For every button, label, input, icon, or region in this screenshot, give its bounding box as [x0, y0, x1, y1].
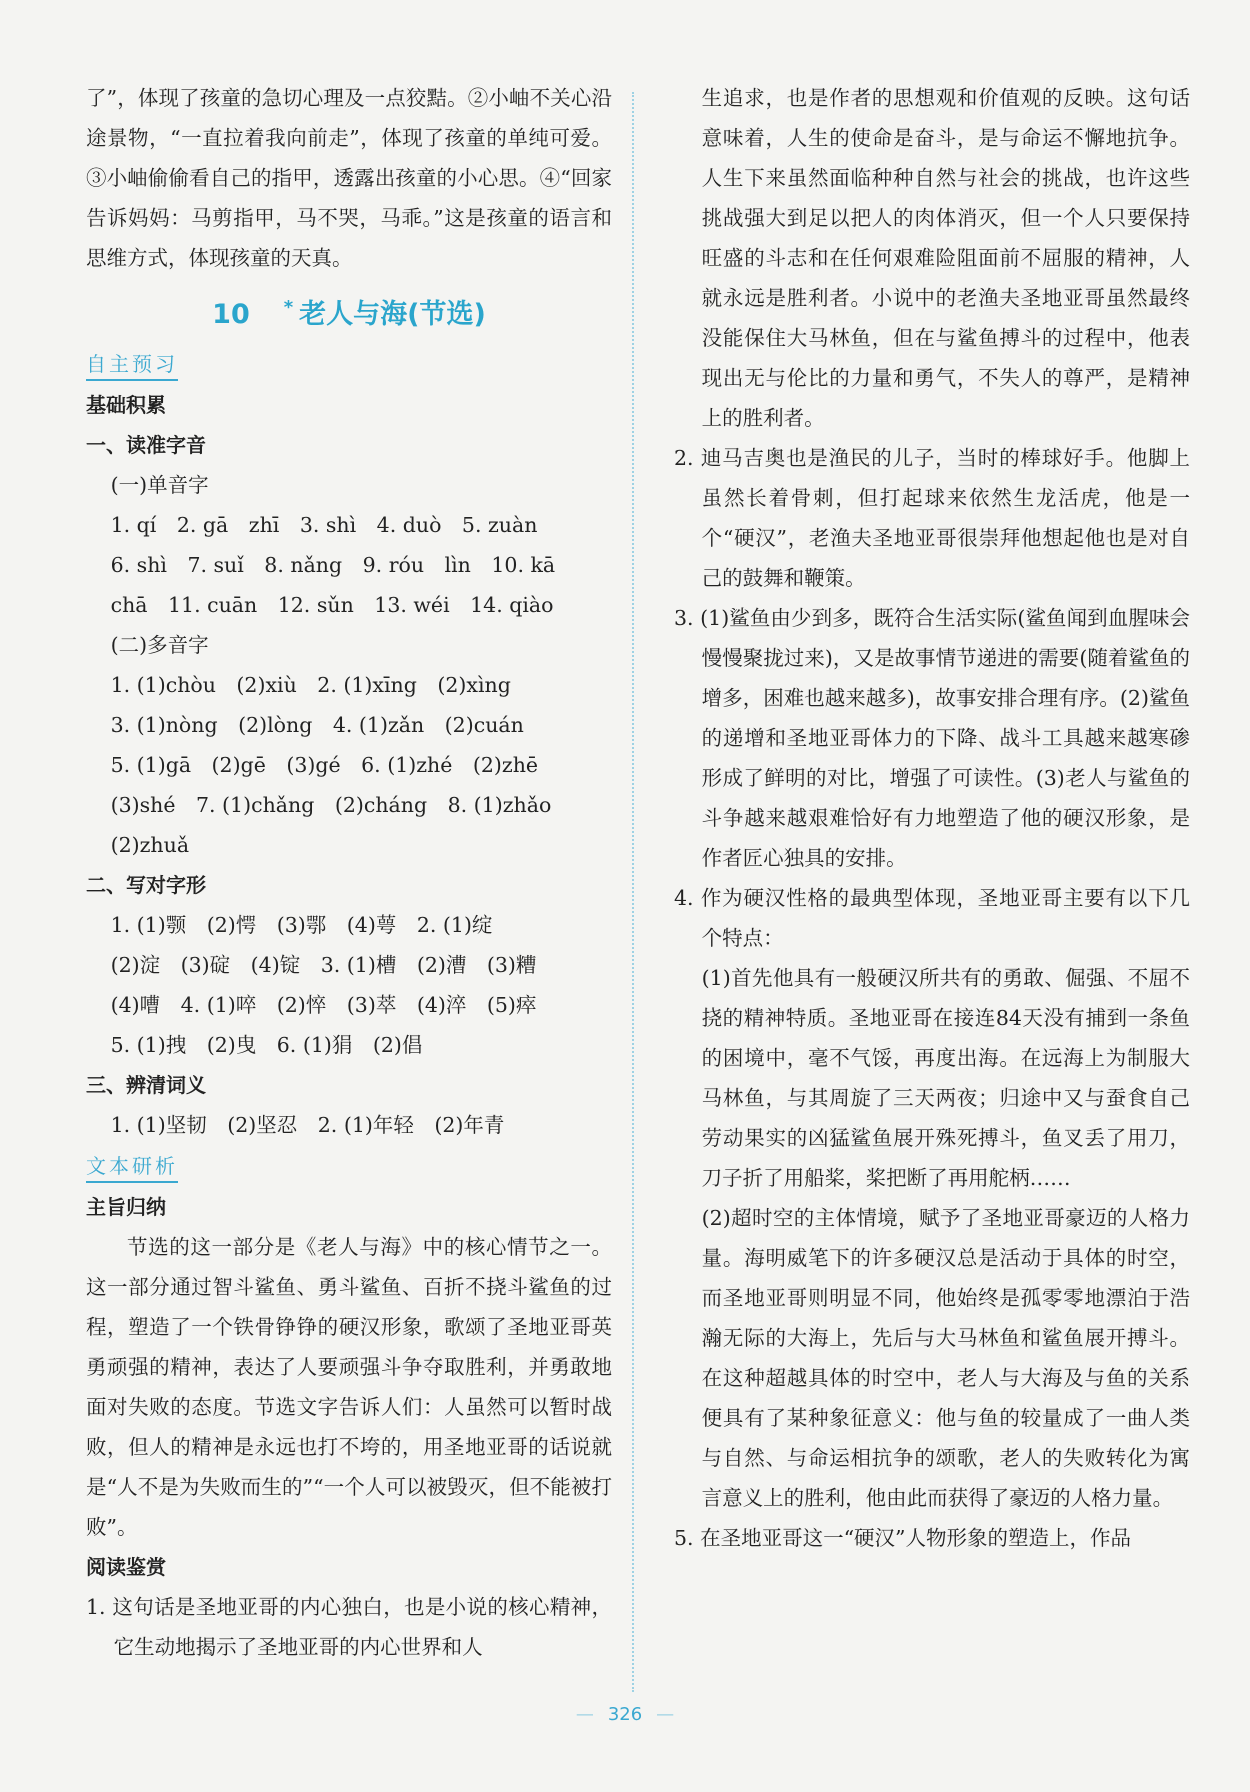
reading-answer-5: 5. 在圣地亚哥这一“硬汉”人物形象的塑造上，作品	[674, 1526, 1132, 1550]
page-number-value: 326	[607, 1704, 643, 1725]
reading-answer-1-continued: 生追求，也是作者的思想观和价值观的反映。这句话意味着，人生的使命是奋斗，是与命运不懈地抗争。人生下来虽然面临种种自然与社会的挑战，也许这些挑战强大到足以把人的肉体消灭，但一个人只要保持旺盛的斗志和在任何艰难险阻面前不屈服的精神，人就永远是胜利者。小说中的老渔夫圣地亚哥虽然最终没能保住大马林鱼，但在与鲨鱼搏斗的过程中，他表现出无与伦比的力量和勇气，不失人的尊严，是精神上的胜利者。	[701, 86, 1190, 430]
intro-paragraph: 了”，体现了孩童的急切心理及一点狡黠。②小岫不关心沿途景物，“一直拉着我向前走”，体现了孩童的单纯可爱。③小岫偷偷看自己的指甲，透露出孩童的小心思。④“回家告诉妈妈：马剪指甲，马不哭，马乖。”这是孩童的语言和思维方式，体现孩童的天真。	[86, 86, 612, 270]
page-number	[0, 1704, 1250, 1725]
section-tag-analysis: 文本研析	[86, 1151, 178, 1183]
lesson-title-text: 老人与海(节选)	[299, 299, 486, 330]
answer-row: (4)嘈 4. (1)啐 (2)悴 (3)萃 (4)淬 (5)瘁	[110, 993, 537, 1017]
right-column	[674, 78, 1190, 1558]
answer-row: 3. (1)nòng (2)lòng 4. (1)zǎn (2)cuán	[110, 713, 524, 737]
left-column	[86, 78, 612, 1667]
lesson-star-mark: *	[283, 297, 294, 318]
answer-row: 1. (1)颚 (2)愕 (3)鄂 (4)萼 2. (1)绽	[110, 913, 493, 937]
reading-answer-3: 3. (1)鲨鱼由少到多，既符合生活实际(鲨鱼闻到血腥味会慢慢聚拢过来)，又是故事情节递进的需要(随着鲨鱼的增多，困难也越来越多)，故事安排合理有序。(2)鲨鱼的递增和圣地亚哥体力的下降、战斗工具越来越寒碜形成了鲜明的对比，增强了可读性。(3)老人与鲨鱼的斗争越来越艰难恰好有力地塑造了他的硬汉形象，是作者匠心独具的安排。	[674, 606, 1190, 870]
answer-row: (2)zhuǎ	[110, 833, 190, 857]
heading-meaning: 三、辨清词义	[86, 1073, 206, 1097]
subheading-basics: 基础积累	[86, 393, 166, 417]
subheading-reading: 阅读鉴赏	[86, 1555, 166, 1579]
answer-row: (3)shé 7. (1)chǎng (2)cháng 8. (1)zhǎo	[110, 793, 552, 817]
answer-row: chā 11. cuān 12. sǔn 13. wéi 14. qiào	[110, 593, 554, 617]
answer-row: 5. (1)拽 (2)曳 6. (1)狷 (2)倡	[110, 1033, 423, 1057]
answer-row: 6. shì 7. suǐ 8. nǎng 9. róu lìn 10. kā	[110, 553, 556, 577]
reading-answer-1: 1. 这句话是圣地亚哥的内心独白，也是小说的核心精神，它生动地揭示了圣地亚哥的内心世界和人	[86, 1595, 612, 1659]
section-tag-preview: 自主预习	[86, 349, 178, 381]
heading-glyphs: 二、写对字形	[86, 873, 206, 897]
reading-answer-2: 2. 迪马吉奥也是渔民的儿子，当时的棒球好手。他脚上虽然长着骨刺，但打起球来依然生龙活虎，他是一个“硬汉”，老渔夫圣地亚哥很崇拜他想起他也是对自己的鼓舞和鞭策。	[674, 446, 1190, 590]
answer-row: 1. (1)坚韧 (2)坚忍 2. (1)年轻 (2)年青	[110, 1113, 505, 1137]
lesson-title	[86, 280, 612, 343]
page-number-left-rule: —	[575, 1704, 594, 1725]
theme-paragraph: 节选的这一部分是《老人与海》中的核心情节之一。这一部分通过智斗鲨鱼、勇斗鲨鱼、百折不挠斗鲨鱼的过程，塑造了一个铁骨铮铮的硬汉形象，歌颂了圣地亚哥英勇顽强的精神，表达了人要顽强斗争夺取胜利，并勇敢地面对失败的态度。节选文字告诉人们：人虽然可以暂时战败，但人的精神是永远也打不垮的，用圣地亚哥的话说就是“人不是为失败而生的”“一个人可以被毁灭，但不能被打败”。	[86, 1235, 612, 1539]
heading-pronunciation: 一、读准字音	[86, 433, 206, 457]
answer-row: 1. (1)chòu (2)xiù 2. (1)xīng (2)xìng	[110, 673, 511, 697]
single-char-label: (一)单音字	[110, 473, 209, 497]
subheading-theme: 主旨归纳	[86, 1195, 166, 1219]
reading-answer-4-point-2: (2)超时空的主体情境，赋予了圣地亚哥豪迈的人格力量。海明威笔下的许多硬汉总是活动于具体的时空，而圣地亚哥则明显不同，他始终是孤零零地漂泊于浩瀚无际的大海上，先后与大马林鱼和鲨鱼展开搏斗。在这种超越具体的时空中，老人与大海及与鱼的关系便具有了某种象征意义：他与鱼的较量成了一曲人类与自然、与命运相抗争的颂歌，老人的失败转化为寓言意义上的胜利，他由此而获得了豪迈的人格力量。	[701, 1206, 1190, 1510]
multi-char-label: (二)多音字	[110, 633, 209, 657]
answer-row: 1. qí 2. gā zhī 3. shì 4. duò 5. zuàn	[110, 513, 538, 537]
page-number-right-rule: —	[656, 1704, 675, 1725]
column-divider	[632, 92, 634, 1692]
answer-row: 5. (1)gā (2)gē (3)gé 6. (1)zhé (2)zhē	[110, 753, 539, 777]
reading-answer-4-point-1: (1)首先他具有一般硬汉所共有的勇敢、倔强、不屈不挠的精神特质。圣地亚哥在接连84天没有捕到一条鱼的困境中，毫不气馁，再度出海。在远海上为制服大马林鱼，与其周旋了三天两夜；归途中又与蚕食自己劳动果实的凶猛鲨鱼展开殊死搏斗，鱼叉丢了用刀，刀子折了用船桨，桨把断了再用舵柄……	[701, 966, 1190, 1190]
lesson-number: 10	[212, 299, 250, 330]
answer-row: (2)淀 (3)碇 (4)锭 3. (1)槽 (2)漕 (3)糟	[110, 953, 537, 977]
reading-answer-4: 4. 作为硬汉性格的最典型体现，圣地亚哥主要有以下几个特点：	[674, 886, 1190, 950]
